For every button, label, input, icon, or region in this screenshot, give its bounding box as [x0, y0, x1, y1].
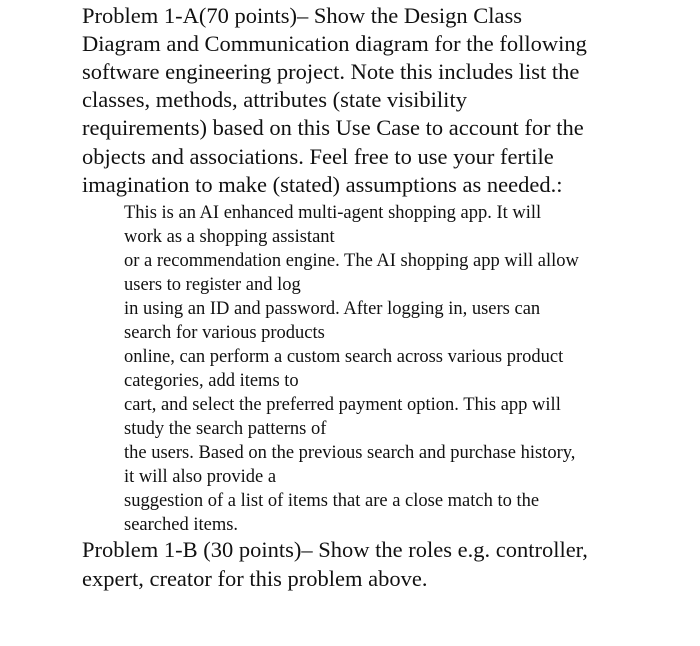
description-line: suggestion of a list of items that are a close match to the	[124, 491, 540, 511]
problem-1a-line: objects and associations. Feel free to use your fertile	[82, 144, 554, 169]
problem-1a-line: imagination to make (stated) assumptions as needed.:	[82, 172, 563, 197]
description-line: the users. Based on the previous search and purchase history,	[124, 443, 576, 463]
description-line: study the search patterns of	[124, 419, 327, 439]
description-line: it will also provide a	[124, 467, 277, 487]
description-line: in using an ID and password. After logging in, users can	[124, 299, 541, 319]
problem-1b-line: Problem 1-B (30 points)– Show the roles e.g. controller,	[82, 537, 588, 562]
problem-1a-line: classes, methods, attributes (state visibility	[82, 87, 467, 112]
problem-1a-line: requirements) based on this Use Case to account for the	[82, 115, 584, 140]
problem-1b-line: expert, creator for this problem above.	[82, 566, 428, 591]
description-line: online, can perform a custom search across various product	[124, 347, 564, 367]
description-line: cart, and select the preferred payment option. This app will	[124, 395, 561, 415]
problem-1a-line: Problem 1-A(70 points)– Show the Design Class	[82, 3, 522, 28]
description-line: users to register and log	[124, 275, 301, 295]
problem-1a-line: Diagram and Communication diagram for the following	[82, 31, 587, 56]
description-line: searched items.	[124, 515, 239, 535]
description-line: work as a shopping assistant	[124, 227, 335, 247]
description-line: or a recommendation engine. The AI shopping app will allow	[124, 251, 579, 271]
description-line: This is an AI enhanced multi-agent shopping app. It will	[124, 203, 542, 223]
description-line: categories, add items to	[124, 371, 299, 391]
problem-1a-line: software engineering project. Note this includes list the	[82, 59, 580, 84]
description-line: search for various products	[124, 323, 325, 343]
